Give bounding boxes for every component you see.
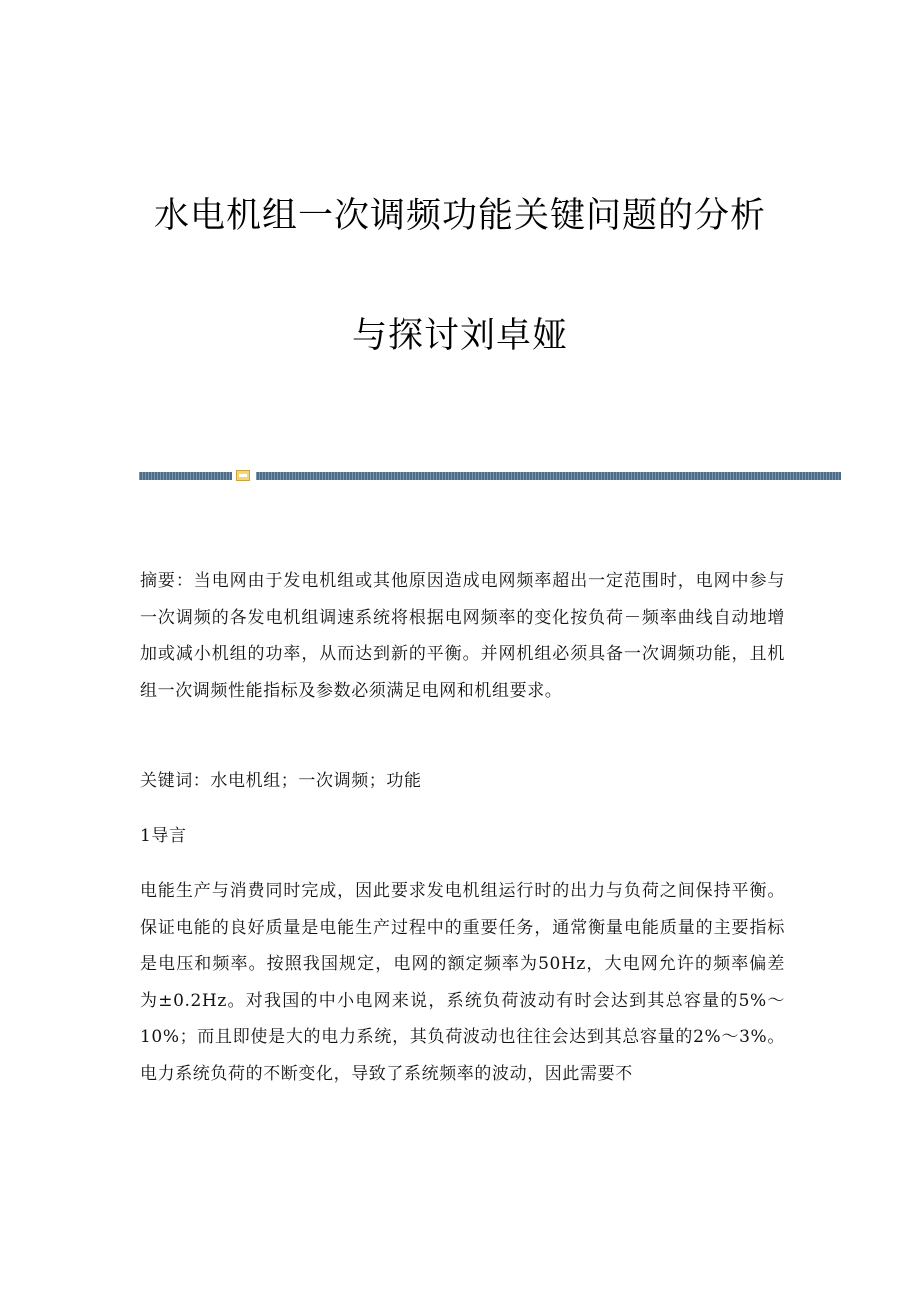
document-title-line-2: 与探讨刘卓娅 <box>351 316 568 356</box>
title-divider <box>139 472 841 480</box>
keywords-line: 关键词：水电机组；一次调频；功能 <box>140 771 422 791</box>
divider-bar-left <box>139 472 232 480</box>
body-paragraph: 电能生产与消费同时完成，因此要求发电机组运行时的出力与负荷之间保持平衡。保证电能的良好质量是电能生产过程中的重要任务，通常衡量电能质量的主要指标是电压和频率。按照我国规定，电网的额定频率为50Hz，大电网允许的频率偏差为±0.2Hz。对我国的中小电网来说，系统负荷波动有时会达到其总容量的5%～10%；而且即使是大的电力系统，其负荷波动也往往会达到其总容量的2%～3%。电力系统负荷的不断变化，导致了系统频率的波动，因此需要不 <box>140 881 785 1084</box>
abstract-paragraph: 摘要：当电网由于发电机组或其他原因造成电网频率超出一定范围时，电网中参与一次调频的各发电机组调速系统将根据电网频率的变化按负荷－频率曲线自动地增加或减小机组的功率，从而达到新的平衡。并网机组必须具备一次调频功能，且机组一次调频性能指标及参数必须满足电网和机组要求。 <box>140 571 785 701</box>
section-heading: 1导言 <box>140 826 187 846</box>
divider-ornament-icon <box>236 470 250 481</box>
document-title-line-1: 水电机组一次调频功能关键问题的分析 <box>153 196 766 236</box>
divider-bar-right <box>256 472 841 480</box>
